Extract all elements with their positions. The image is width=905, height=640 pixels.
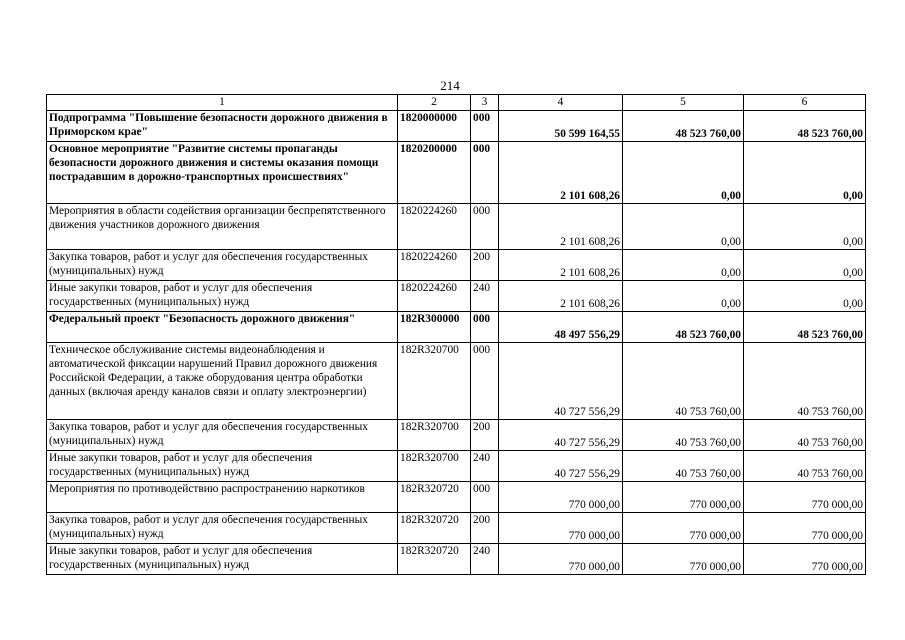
column-header-3: 3 bbox=[471, 95, 499, 111]
item-name: Подпрограмма "Повышение безопасности дорожного движения в Приморском крае" bbox=[47, 111, 398, 142]
item-name: Мероприятия в области содействия организации беспрепятственного движения участников дорожного движения bbox=[47, 204, 398, 250]
amount-col-4: 2 101 608,26 bbox=[499, 142, 623, 204]
amount-col-5: 40 753 760,00 bbox=[623, 420, 744, 451]
target-article-code: 182R320720 bbox=[398, 513, 471, 544]
expense-type-code: 240 bbox=[471, 544, 499, 575]
item-name: Иные закупки товаров, работ и услуг для обеспечения государственных (муниципальных) нужд bbox=[47, 451, 398, 482]
item-name: Закупка товаров, работ и услуг для обеспечения государственных (муниципальных) нужд bbox=[47, 513, 398, 544]
amount-col-5: 770 000,00 bbox=[623, 482, 744, 513]
amount-col-6: 0,00 bbox=[744, 204, 866, 250]
table-row bbox=[47, 482, 866, 513]
amount-col-4: 770 000,00 bbox=[499, 482, 623, 513]
column-header-1: 1 bbox=[47, 95, 398, 111]
amount-col-5: 0,00 bbox=[623, 142, 744, 204]
amount-col-4: 2 101 608,26 bbox=[499, 281, 623, 312]
expense-type-code: 000 bbox=[471, 204, 499, 250]
table-row bbox=[47, 142, 866, 204]
table-row bbox=[47, 250, 866, 281]
amount-col-4: 48 497 556,29 bbox=[499, 312, 623, 343]
target-article-code: 182R320720 bbox=[398, 482, 471, 513]
item-name: Закупка товаров, работ и услуг для обеспечения государственных (муниципальных) нужд bbox=[47, 420, 398, 451]
amount-col-5: 0,00 bbox=[623, 204, 744, 250]
amount-col-5: 40 753 760,00 bbox=[623, 343, 744, 420]
item-name: Иные закупки товаров, работ и услуг для обеспечения государственных (муниципальных) нужд bbox=[47, 544, 398, 575]
amount-col-4: 2 101 608,26 bbox=[499, 250, 623, 281]
page-number: 214 bbox=[440, 78, 460, 93]
amount-col-5: 48 523 760,00 bbox=[623, 312, 744, 343]
amount-col-4: 40 727 556,29 bbox=[499, 420, 623, 451]
item-name: Закупка товаров, работ и услуг для обеспечения государственных (муниципальных) нужд bbox=[47, 250, 398, 281]
header-row bbox=[47, 95, 866, 111]
expense-type-code: 000 bbox=[471, 343, 499, 420]
amount-col-6: 0,00 bbox=[744, 281, 866, 312]
amount-col-5: 0,00 bbox=[623, 250, 744, 281]
amount-col-5: 48 523 760,00 bbox=[623, 111, 744, 142]
table-row bbox=[47, 420, 866, 451]
target-article-code: 182R320700 bbox=[398, 420, 471, 451]
expense-type-code: 240 bbox=[471, 281, 499, 312]
column-header-5: 5 bbox=[623, 95, 744, 111]
budget-table bbox=[46, 94, 866, 575]
target-article-code: 1820224260 bbox=[398, 250, 471, 281]
expense-type-code: 000 bbox=[471, 111, 499, 142]
amount-col-6: 40 753 760,00 bbox=[744, 420, 866, 451]
target-article-code: 1820224260 bbox=[398, 204, 471, 250]
budget-table-body bbox=[47, 95, 866, 575]
item-name: Федеральный проект "Безопасность дорожного движения" bbox=[47, 312, 398, 343]
column-header-6: 6 bbox=[744, 95, 866, 111]
target-article-code: 182R300000 bbox=[398, 312, 471, 343]
amount-col-6: 40 753 760,00 bbox=[744, 451, 866, 482]
amount-col-4: 40 727 556,29 bbox=[499, 343, 623, 420]
target-article-code: 182R320700 bbox=[398, 451, 471, 482]
amount-col-6: 0,00 bbox=[744, 250, 866, 281]
target-article-code: 1820000000 bbox=[398, 111, 471, 142]
column-header-2: 2 bbox=[398, 95, 471, 111]
expense-type-code: 200 bbox=[471, 250, 499, 281]
table-row bbox=[47, 451, 866, 482]
amount-col-6: 48 523 760,00 bbox=[744, 111, 866, 142]
item-name: Основное мероприятие "Развитие системы пропаганды безопасности дорожного движения и системы оказания помощи пострадавшим в дорожно-транспортных происшествиях" bbox=[47, 142, 398, 204]
amount-col-4: 770 000,00 bbox=[499, 513, 623, 544]
expense-type-code: 000 bbox=[471, 142, 499, 204]
amount-col-4: 40 727 556,29 bbox=[499, 451, 623, 482]
target-article-code: 182R320720 bbox=[398, 544, 471, 575]
expense-type-code: 200 bbox=[471, 420, 499, 451]
amount-col-4: 2 101 608,26 bbox=[499, 204, 623, 250]
expense-type-code: 200 bbox=[471, 513, 499, 544]
amount-col-4: 50 599 164,55 bbox=[499, 111, 623, 142]
amount-col-5: 0,00 bbox=[623, 281, 744, 312]
amount-col-5: 40 753 760,00 bbox=[623, 451, 744, 482]
table-row bbox=[47, 343, 866, 420]
target-article-code: 182R320700 bbox=[398, 343, 471, 420]
item-name: Техническое обслуживание системы видеонаблюдения и автоматической фиксации нарушений Правил дорожного движения Российской Федерации, а также оборудования центра обработки данных (включая аренду каналов связи и оплату электроэнергии) bbox=[47, 343, 398, 420]
item-name: Мероприятия по противодействию распространению наркотиков bbox=[47, 482, 398, 513]
amount-col-6: 48 523 760,00 bbox=[744, 312, 866, 343]
table-row bbox=[47, 204, 866, 250]
table-row bbox=[47, 544, 866, 575]
table-row bbox=[47, 111, 866, 142]
amount-col-6: 770 000,00 bbox=[744, 544, 866, 575]
amount-col-6: 770 000,00 bbox=[744, 482, 866, 513]
amount-col-4: 770 000,00 bbox=[499, 544, 623, 575]
table-row bbox=[47, 312, 866, 343]
column-header-4: 4 bbox=[499, 95, 623, 111]
amount-col-6: 40 753 760,00 bbox=[744, 343, 866, 420]
amount-col-6: 770 000,00 bbox=[744, 513, 866, 544]
expense-type-code: 000 bbox=[471, 312, 499, 343]
table-row bbox=[47, 513, 866, 544]
target-article-code: 1820200000 bbox=[398, 142, 471, 204]
amount-col-5: 770 000,00 bbox=[623, 544, 744, 575]
target-article-code: 1820224260 bbox=[398, 281, 471, 312]
table-row bbox=[47, 281, 866, 312]
amount-col-5: 770 000,00 bbox=[623, 513, 744, 544]
amount-col-6: 0,00 bbox=[744, 142, 866, 204]
item-name: Иные закупки товаров, работ и услуг для обеспечения государственных (муниципальных) нужд bbox=[47, 281, 398, 312]
expense-type-code: 240 bbox=[471, 451, 499, 482]
expense-type-code: 000 bbox=[471, 482, 499, 513]
